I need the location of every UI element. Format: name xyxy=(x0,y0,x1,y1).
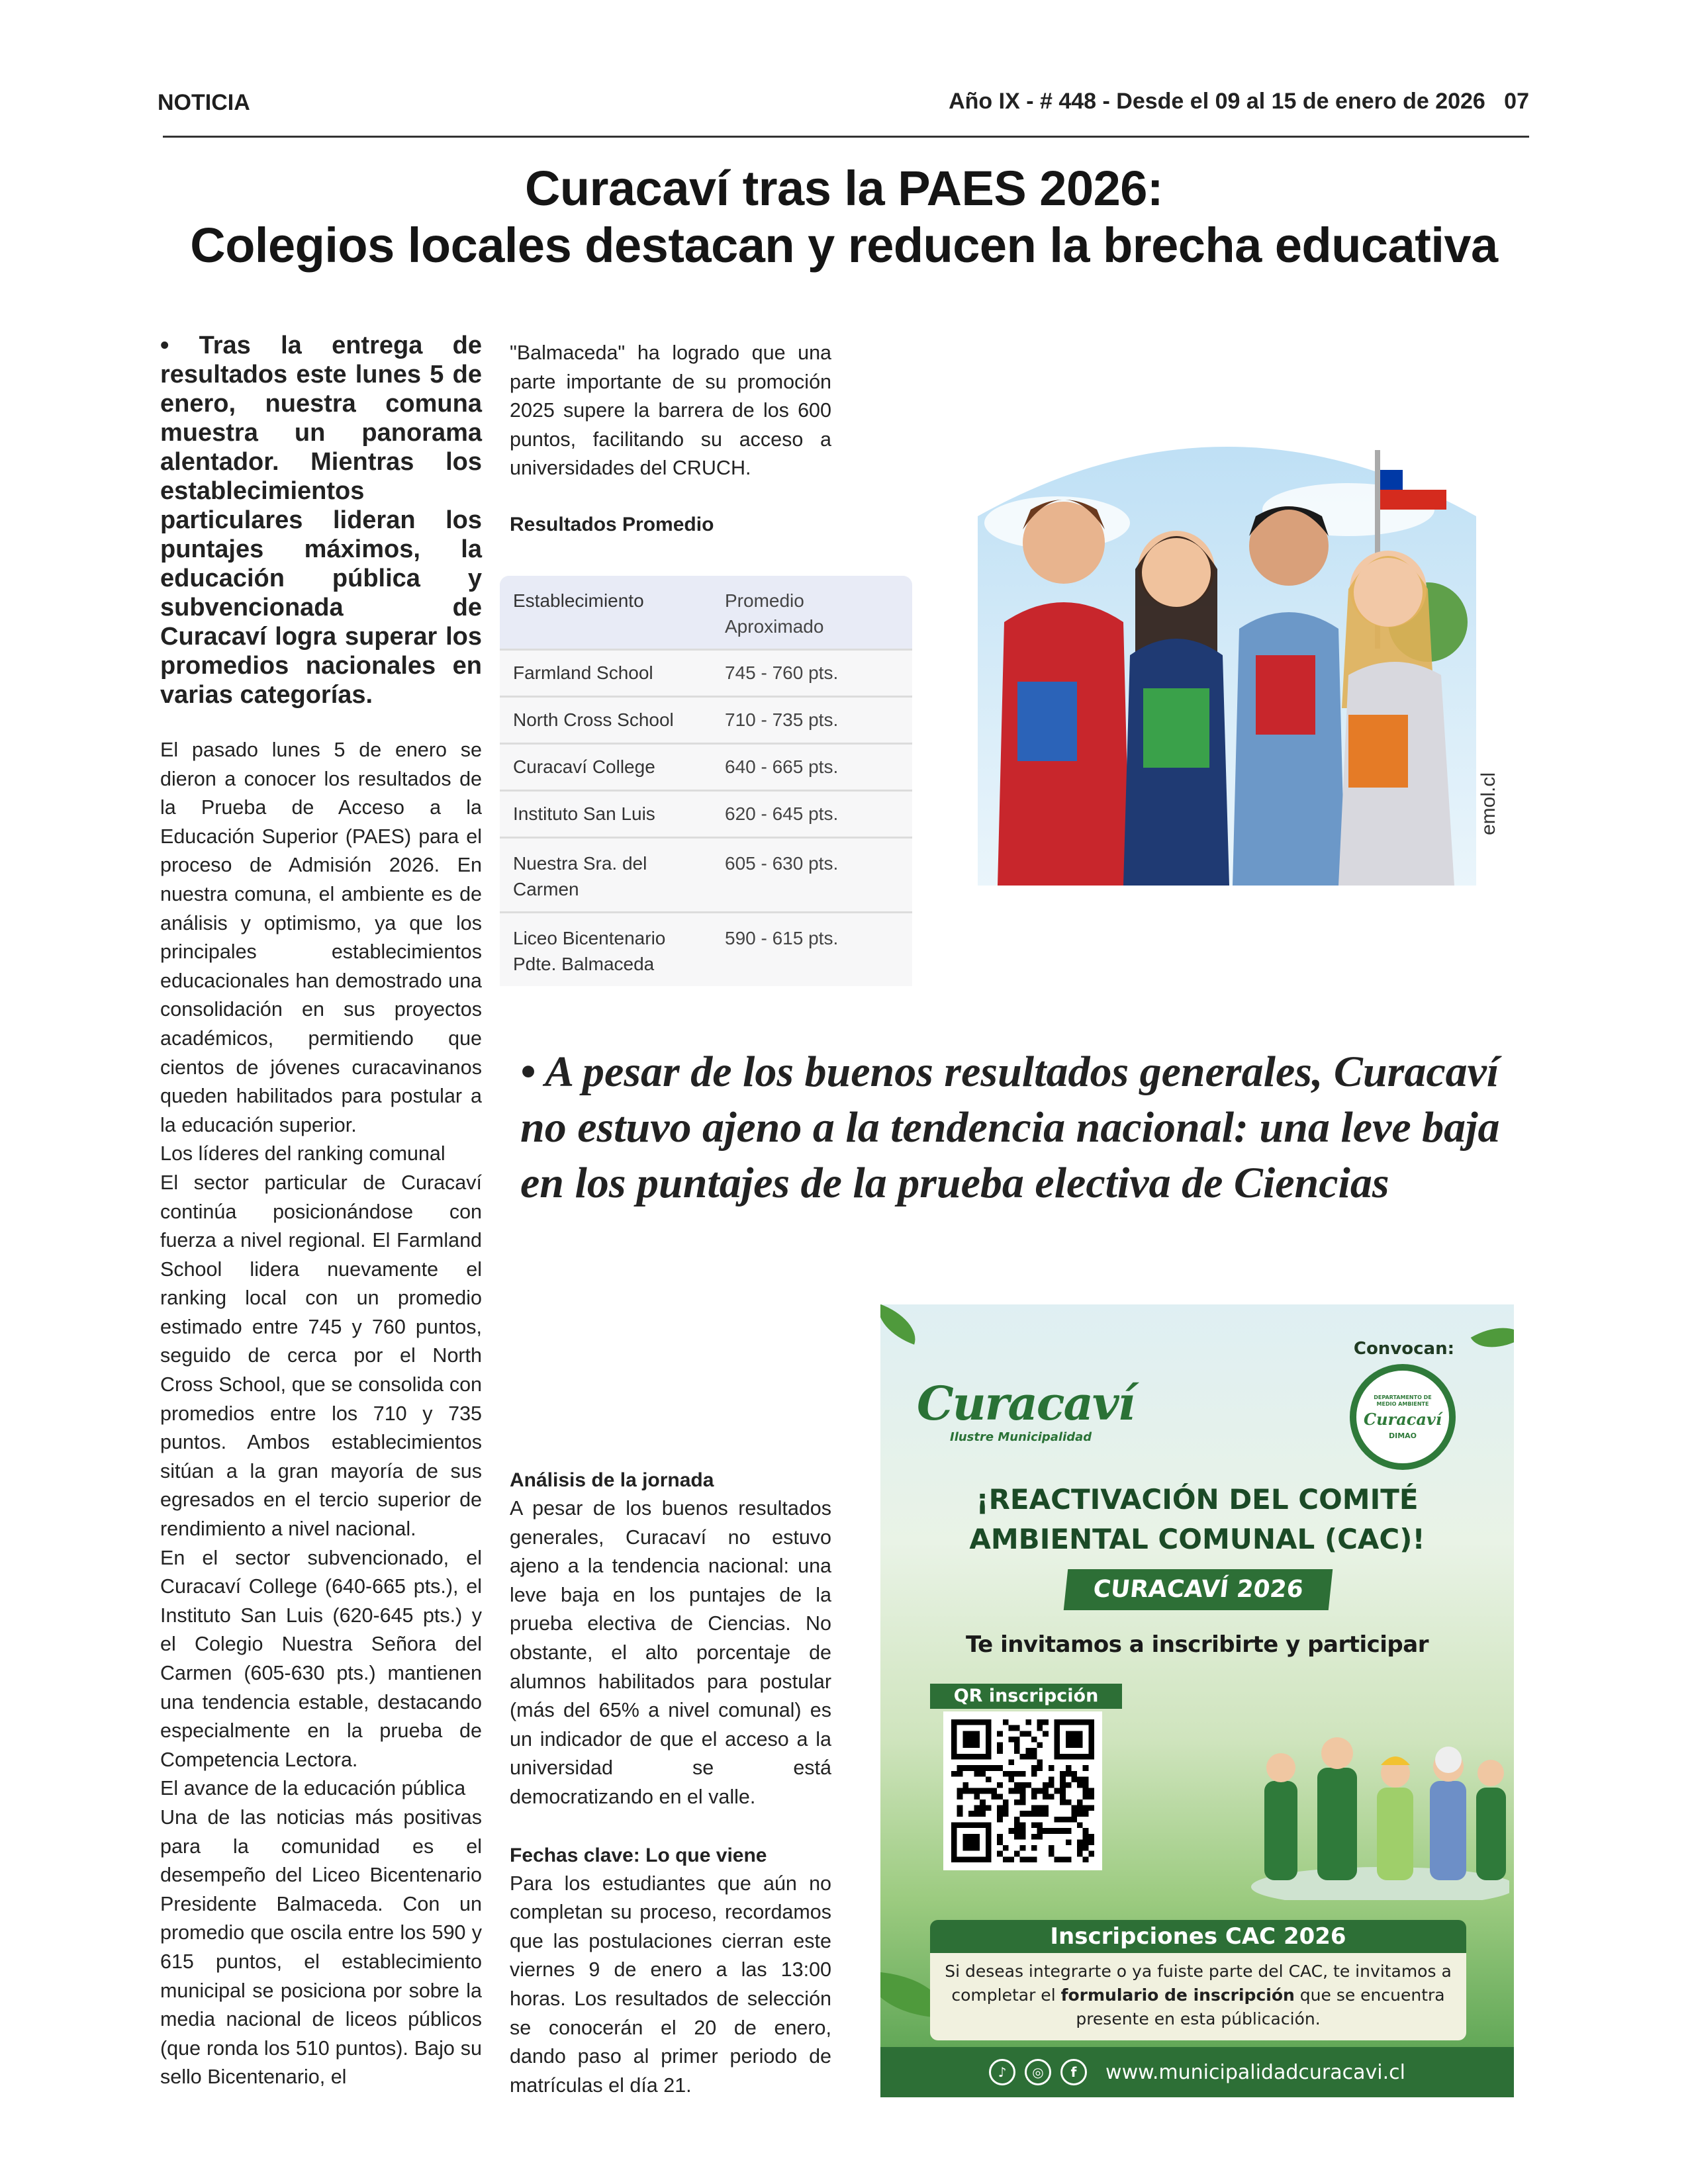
registration-text-part: que se encuentra presente en esta públicación. xyxy=(1076,1985,1445,2028)
registration-text-part: Si deseas integrarte o ya fuiste parte del CAC, te invitamos a completar el xyxy=(945,1962,1452,2005)
students-illustration xyxy=(978,404,1476,886)
headline-line-1: Curacaví tras la PAES 2026: xyxy=(524,161,1164,216)
score-range: 605 - 630 pts. xyxy=(725,852,839,874)
table-row xyxy=(500,911,912,986)
heading-line-1: ¡REACTIVACIÓN DEL COMITÉ xyxy=(976,1483,1419,1516)
score-range: 745 - 760 pts. xyxy=(725,662,839,684)
section-label: NOTICIA xyxy=(158,90,250,115)
pull-quote: • A pesar de los buenos resultados generales, Curacaví no estuvo ajeno a la tendencia nacional: una leve baja en los puntajes de la prueba electiva de Ciencias xyxy=(520,1048,1500,1207)
left-column-body xyxy=(160,736,482,2092)
header-promedio: Promedio Aproximado xyxy=(725,590,824,637)
body-subheading: Los líderes del ranking comunal xyxy=(160,1142,445,1165)
header-divider xyxy=(163,136,1529,138)
body-paragraph: El pasado lunes 5 de enero se dieron a conocer los resultados de la Prueba de Acceso a la Educación Superior (PAES) para el proceso de Admisión 2026. En nuestra comuna, el ambiente es de análisis y optimismo, ya que los principales establecimientos educacionales han demostrado una consolidación en sus proyectos académicos, permitiendo que cientos de jóvenes curacavinanos queden habilitados para postular a la educación superior. xyxy=(160,739,482,1136)
body-subheading: El avance de la educación pública xyxy=(160,1777,466,1800)
instagram-icon[interactable]: ◎ xyxy=(1025,2059,1051,2085)
analysis-text: A pesar de los buenos resultados generales, Curacaví no estuvo ajeno a la tendencia nacional: una leve baja en los puntajes de la prueba electiva de Ciencias. No obstante, el alto porcentaje de alumnos habilitados para postular (más del 65% a nivel comunal) es un indicador de que el acceso a la universidad se está democratizando en el valle. xyxy=(510,1497,831,1808)
seal-top-text: DEPARTAMENTO DE MEDIO AMBIENTE xyxy=(1374,1394,1432,1407)
photo-credit: emol.cl xyxy=(1477,772,1499,835)
convocan-label: Convocan: xyxy=(1353,1339,1454,1359)
header-establecimiento: Establecimiento xyxy=(513,590,644,611)
school-name: Farmland School xyxy=(513,662,653,684)
school-name: North Cross School xyxy=(513,709,674,731)
score-range: 640 - 665 pts. xyxy=(725,756,839,778)
table-row xyxy=(500,696,912,743)
headline-line-2: Colegios locales destacan y reducen la brecha educativa xyxy=(190,218,1498,273)
school-name: Instituto San Luis xyxy=(513,803,655,825)
registration-text xyxy=(930,1953,1466,2040)
table-row xyxy=(500,837,912,911)
logo-name: Curacaví xyxy=(917,1376,1135,1431)
score-range: 620 - 645 pts. xyxy=(725,803,839,825)
tiktok-icon[interactable]: ♪ xyxy=(989,2059,1015,2085)
left-column xyxy=(160,331,482,2092)
results-table xyxy=(500,576,912,986)
logo-subtitle: Ilustre Municipalidad xyxy=(950,1430,1092,1444)
registration-title: Inscripciones CAC 2026 xyxy=(930,1920,1466,1953)
cac-poster xyxy=(880,1304,1514,2097)
score-range: 590 - 615 pts. xyxy=(725,927,839,948)
invite-text: Te invitamos a inscribirte y participar xyxy=(966,1631,1429,1658)
dimao-seal xyxy=(1350,1364,1456,1470)
year-badge: CURACAVÍ 2026 xyxy=(1064,1569,1333,1610)
dates-title: Fechas clave: Lo que viene xyxy=(510,1844,767,1866)
analysis-title: Análisis de la jornada xyxy=(510,1469,714,1491)
municipality-logo xyxy=(917,1377,1134,1445)
school-name: Nuestra Sra. del Carmen xyxy=(513,852,647,899)
table-row xyxy=(500,790,912,837)
middle-column xyxy=(510,339,922,986)
table-header xyxy=(500,576,912,649)
table-row xyxy=(500,743,912,790)
results-title: Resultados Promedio xyxy=(510,513,714,535)
school-name: Curacaví College xyxy=(513,756,655,778)
qr-label: QR inscripción xyxy=(930,1684,1122,1709)
dates-text: Para los estudiantes que aún no completan su proceso, recordamos que las postulaciones cierran este viernes 9 de enero a las 13:00 horas. Los resultados de selección se conocerán el 20 de enero, dando paso al primer periodo de matrículas el día 21. xyxy=(510,1872,831,2097)
middle-column-bottom xyxy=(510,1466,831,2100)
poster-heading xyxy=(880,1480,1514,1559)
qr-code[interactable] xyxy=(943,1711,1102,1870)
lead-paragraph: • Tras la entrega de resultados este lunes 5 de enero, nuestra comuna muestra un panorama alentador. Mientras los establecimientos particulares lideran los puntajes máximos, la educación pública y subvencionada de Curacaví logra superar los promedios nacionales en varias categorías. xyxy=(160,332,482,709)
facebook-icon[interactable]: f xyxy=(1060,2059,1087,2085)
score-range: 710 - 735 pts. xyxy=(725,709,839,731)
leaf-decoration xyxy=(1471,1314,1514,1361)
seal-bottom-text: DIMAO xyxy=(1388,1431,1417,1440)
body-paragraph: En el sector subvencionado, el Curacaví College (640-665 pts.), el Instituto San Luis (620-645 pts.) y el Colegio Nuestra Señora del Carmen (605-630 pts.) mantienen una tendencia estable, destacando especialmente en la prueba de Competencia Lectora. xyxy=(160,1546,482,1771)
body-paragraph: El sector particular de Curacaví continúa posicionándose con fuerza a nivel regional. El Farmland School lidera nuevamente el ranking local con un promedio estimado entre 745 y 760 puntos, seguido de cerca por el North Cross School, que se consolida con promedios entre los 710 y 735 puntos. Ambos establecimientos sitúan a la gran mayoría de sus egresados en el tercio superior de rendimiento a nivel nacional. xyxy=(160,1171,482,1541)
school-name: Liceo Bicentenario Pdte. Balmaceda xyxy=(513,927,666,974)
table-row xyxy=(500,649,912,696)
registration-form-link: formulario de inscripción xyxy=(1060,1985,1295,2005)
middle-column-top: "Balmaceda" ha logrado que una parte importante de su promoción 2025 supere la barrera de los 600 puntos, facilitando su acceso a universidades del CRUCH. xyxy=(510,341,831,480)
issue-info: Año IX - # 448 - Desde el 09 al 15 de enero de 2026 07 xyxy=(949,89,1529,114)
poster-footer xyxy=(880,2047,1514,2097)
heading-line-2: AMBIENTAL COMUNAL (CAC)! xyxy=(969,1523,1425,1555)
body-paragraph: Una de las noticias más positivas para la comunidad es el desempeño del Liceo Bicentenario Presidente Balmaceda. Con un promedio que oscila entre los 590 y 615 puntos, el establecimiento municipal se posiciona por sobre la media nacional de liceos públicos (que ronda los 510 puntos). Bajo su sello Bicentenario, el xyxy=(160,1805,482,2089)
leaf-decoration xyxy=(880,1304,923,1345)
volunteers-illustration xyxy=(1251,1702,1509,1900)
website-link[interactable]: www.municipalidadcuracavi.cl xyxy=(1105,2060,1405,2084)
seal-logo-text: Curacaví xyxy=(1364,1409,1442,1429)
registration-box xyxy=(930,1920,1466,2040)
